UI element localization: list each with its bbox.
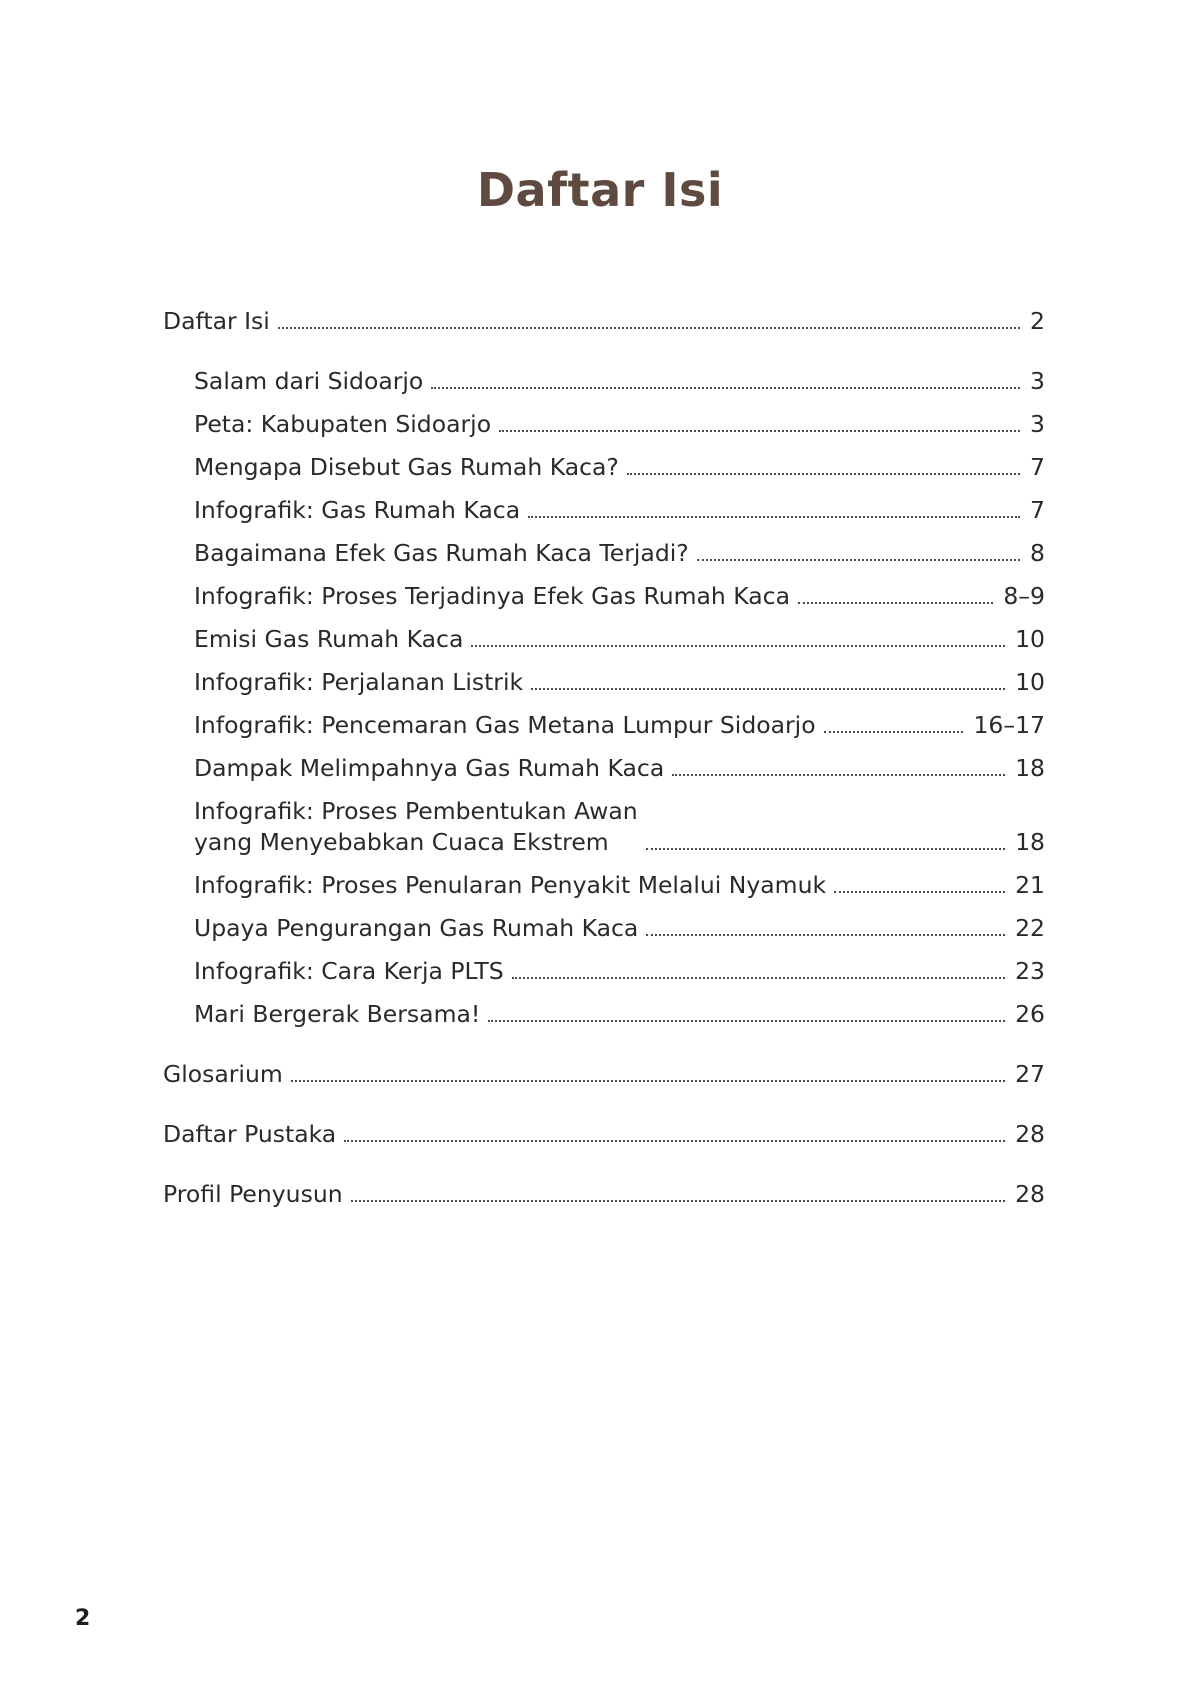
dot-leader [627, 473, 1020, 475]
toc-entry-page: 22 [1015, 914, 1045, 942]
toc-entry-infografik-proses-pembentukan-awan[interactable] [194, 796, 1045, 858]
toc-entry-page: 18 [1015, 828, 1045, 856]
toc-entry-page: 16–17 [973, 711, 1045, 739]
dot-leader [291, 1080, 1005, 1082]
page-number: 2 [75, 1606, 91, 1631]
toc-entry-page: 18 [1015, 754, 1045, 782]
toc-entry-infografik-gas-rumah-kaca[interactable] [194, 495, 1045, 526]
toc-entry-mengapa-disebut-gas-rumah-kaca[interactable] [194, 452, 1045, 483]
toc-entry-upaya-pengurangan-gas-rumah-kaca[interactable] [194, 913, 1045, 944]
dot-leader [344, 1140, 1005, 1142]
toc-entry-title: Dampak Melimpahnya Gas Rumah Kaca [194, 754, 665, 782]
dot-leader [351, 1200, 1005, 1202]
toc-entry-page: 27 [1015, 1060, 1045, 1088]
toc-entry-title: Infografik: Proses Terjadinya Efek Gas Rumah Kaca [194, 582, 791, 610]
dot-leader [672, 774, 1005, 776]
toc-entry-page: 8 [1030, 539, 1045, 567]
toc-entry-peta-kabupaten-sidoarjo[interactable] [194, 409, 1045, 440]
toc-entry-page: 23 [1015, 957, 1045, 985]
toc-entry-infografik-perjalanan-listrik[interactable] [194, 667, 1045, 698]
toc-entry-daftar-pustaka[interactable] [163, 1119, 1045, 1150]
toc-entry-glosarium[interactable] [163, 1059, 1045, 1090]
toc-entry-title: Infografik: Gas Rumah Kaca [194, 496, 521, 524]
toc-entry-title: Bagaimana Efek Gas Rumah Kaca Terjadi? [194, 539, 689, 567]
toc-entry-title-line: Infografik: Proses Pembentukan Awan [194, 797, 638, 825]
dot-leader [499, 430, 1020, 432]
toc-entry-bagaimana-efek-gas-rumah-kaca-terjadi[interactable] [194, 538, 1045, 569]
toc-entry-title: Daftar Pustaka [163, 1120, 337, 1148]
toc-entry-title: Mengapa Disebut Gas Rumah Kaca? [194, 453, 619, 481]
toc-entry-salam-dari-sidoarjo[interactable] [194, 366, 1045, 397]
dot-leader [488, 1020, 1005, 1022]
dot-leader [528, 516, 1020, 518]
toc-entry-title-line: yang Menyebabkan Cuaca Ekstrem [194, 828, 609, 856]
toc-entry-title [194, 796, 638, 858]
toc-entry-mari-bergerak-bersama[interactable] [194, 999, 1045, 1030]
toc-entry-page: 7 [1030, 496, 1045, 524]
toc-entry-profil-penyusun[interactable] [163, 1179, 1045, 1210]
toc-entry-title: Daftar Isi [163, 307, 270, 335]
toc-entry-infografik-cara-kerja-plts[interactable] [194, 956, 1045, 987]
toc-entry-page: 3 [1030, 367, 1045, 395]
toc-entry-infografik-proses-terjadinya-efek[interactable] [194, 581, 1045, 612]
toc-entry-page: 10 [1015, 668, 1045, 696]
toc-entry-emisi-gas-rumah-kaca[interactable] [194, 624, 1045, 655]
dot-leader [798, 602, 993, 604]
dot-leader [824, 731, 964, 733]
dot-leader [531, 688, 1005, 690]
toc-entry-infografik-proses-penularan-penyakit[interactable] [194, 870, 1045, 901]
toc-entry-title: Infografik: Pencemaran Gas Metana Lumpur Sidoarjo [194, 711, 816, 739]
toc-entry-page: 3 [1030, 410, 1045, 438]
dot-leader [431, 387, 1020, 389]
toc-entry-infografik-pencemaran-gas-metana[interactable] [194, 710, 1045, 741]
toc-entry-page: 10 [1015, 625, 1045, 653]
toc-entry-title: Profil Penyusun [163, 1180, 343, 1208]
toc-entry-daftar-isi[interactable] [163, 306, 1045, 337]
toc-entry-title: Infografik: Proses Penularan Penyakit Melalui Nyamuk [194, 871, 827, 899]
toc-entry-dampak-melimpahnya-gas-rumah-kaca[interactable] [194, 753, 1045, 784]
dot-leader [278, 327, 1020, 329]
toc-entry-title: Mari Bergerak Bersama! [194, 1000, 481, 1028]
toc-entry-page: 8–9 [1003, 582, 1045, 610]
toc-entry-title: Salam dari Sidoarjo [194, 367, 424, 395]
toc-entry-title: Emisi Gas Rumah Kaca [194, 625, 464, 653]
toc-entry-title: Infografik: Perjalanan Listrik [194, 668, 524, 696]
dot-leader [512, 977, 1005, 979]
dot-leader [646, 848, 1005, 850]
page-title: Daftar Isi [476, 163, 724, 217]
toc-entry-page: 2 [1030, 307, 1045, 335]
toc-entry-title: Upaya Pengurangan Gas Rumah Kaca [194, 914, 639, 942]
dot-leader [646, 934, 1005, 936]
toc-entry-page: 21 [1015, 871, 1045, 899]
toc-entry-page: 28 [1015, 1120, 1045, 1148]
toc-entry-title: Peta: Kabupaten Sidoarjo [194, 410, 492, 438]
toc-entry-title: Glosarium [163, 1060, 283, 1088]
toc-entry-page: 26 [1015, 1000, 1045, 1028]
dot-leader [471, 645, 1005, 647]
dot-leader [834, 891, 1005, 893]
toc-entry-title: Infografik: Cara Kerja PLTS [194, 957, 504, 985]
toc-entry-page: 7 [1030, 453, 1045, 481]
dot-leader [697, 559, 1020, 561]
toc-entry-page: 28 [1015, 1180, 1045, 1208]
